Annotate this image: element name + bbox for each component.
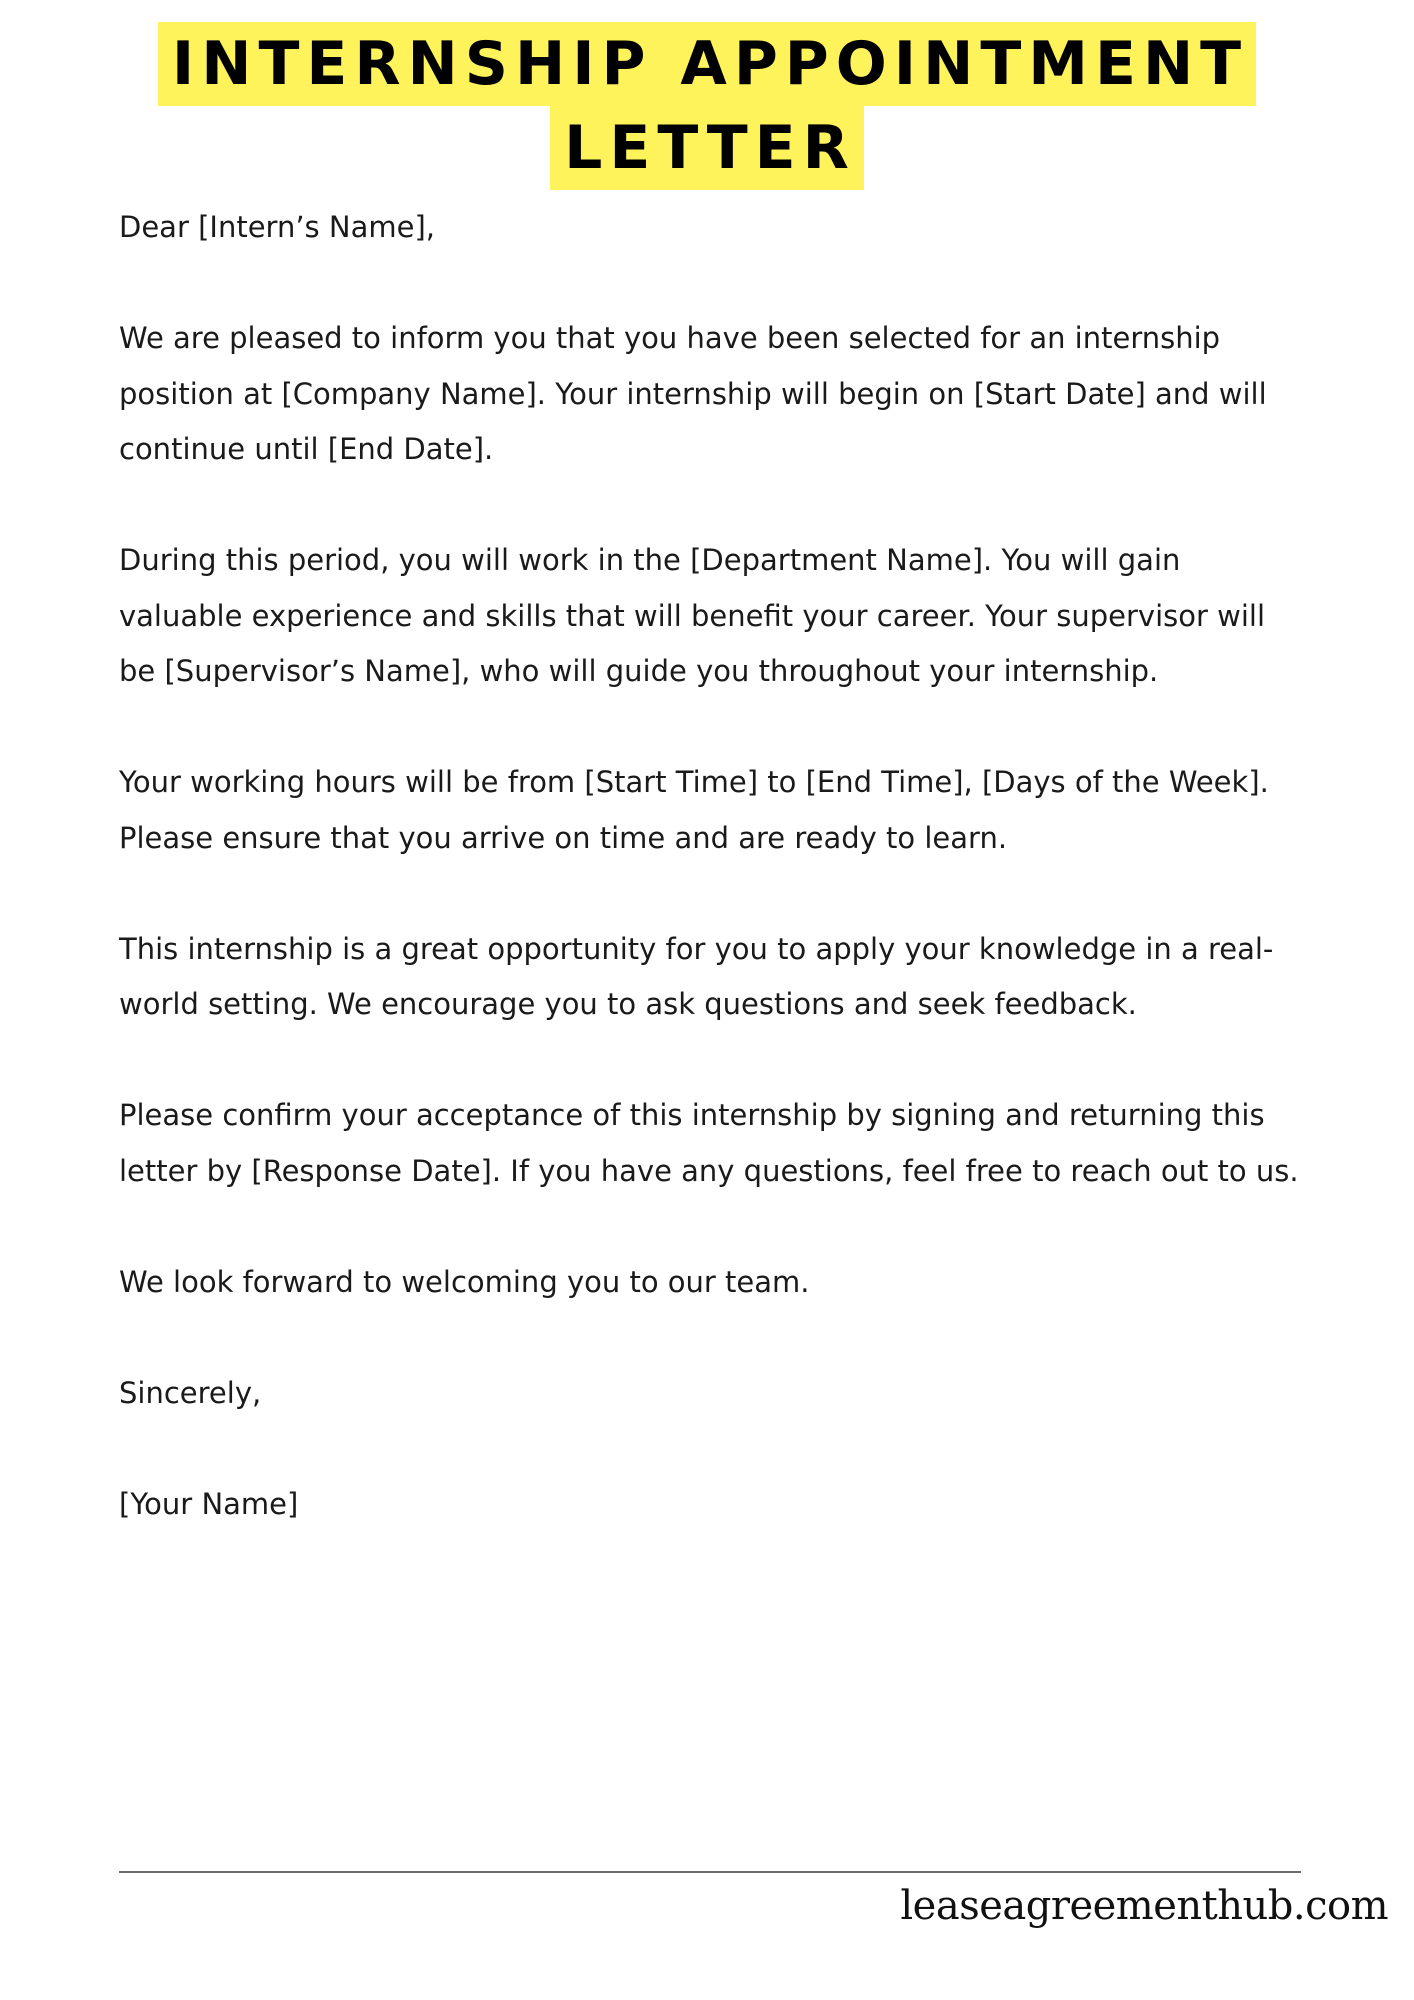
footer-divider xyxy=(119,1871,1301,1873)
footer-website: leaseagreementhub.com xyxy=(900,1883,1388,1929)
paragraph-selection: We are pleased to inform you that you have been selected for an internship position at [Company Name]. Your internship will begin on [Start Date] and will continue until [End Date]. xyxy=(119,321,1267,466)
title-line-2: LETTER xyxy=(550,106,864,190)
title-line-1: INTERNSHIP APPOINTMENT xyxy=(158,22,1256,106)
letter-body xyxy=(119,200,1309,1588)
paragraph-department: During this period, you will work in the [Department Name]. You will gain valuable experience and skills that will benefit your career. Your supervisor will be [Supervisor’s Name], who will guide you throughout your internship. xyxy=(119,543,1266,688)
salutation: Dear [Intern’s Name], xyxy=(119,210,435,244)
signature-name: [Your Name] xyxy=(119,1486,299,1521)
paragraph-opportunity: This internship is a great opportunity for you to apply your knowledge in a real-world setting. We encourage you to ask questions and seek feedback. xyxy=(119,931,1274,1021)
paragraph-welcome: We look forward to welcoming you to our team. xyxy=(119,1264,810,1299)
paragraph-confirmation: Please confirm your acceptance of this internship by signing and returning this letter by [Response Date]. If you have any questions, feel free to reach out to us. xyxy=(119,1098,1299,1188)
closing: Sincerely, xyxy=(119,1375,262,1410)
paragraph-hours: Your working hours will be from [Start Time] to [End Time], [Days of the Week]. Please ensure that you arrive on time and are ready to learn. xyxy=(119,765,1269,855)
document-title xyxy=(0,22,1414,190)
